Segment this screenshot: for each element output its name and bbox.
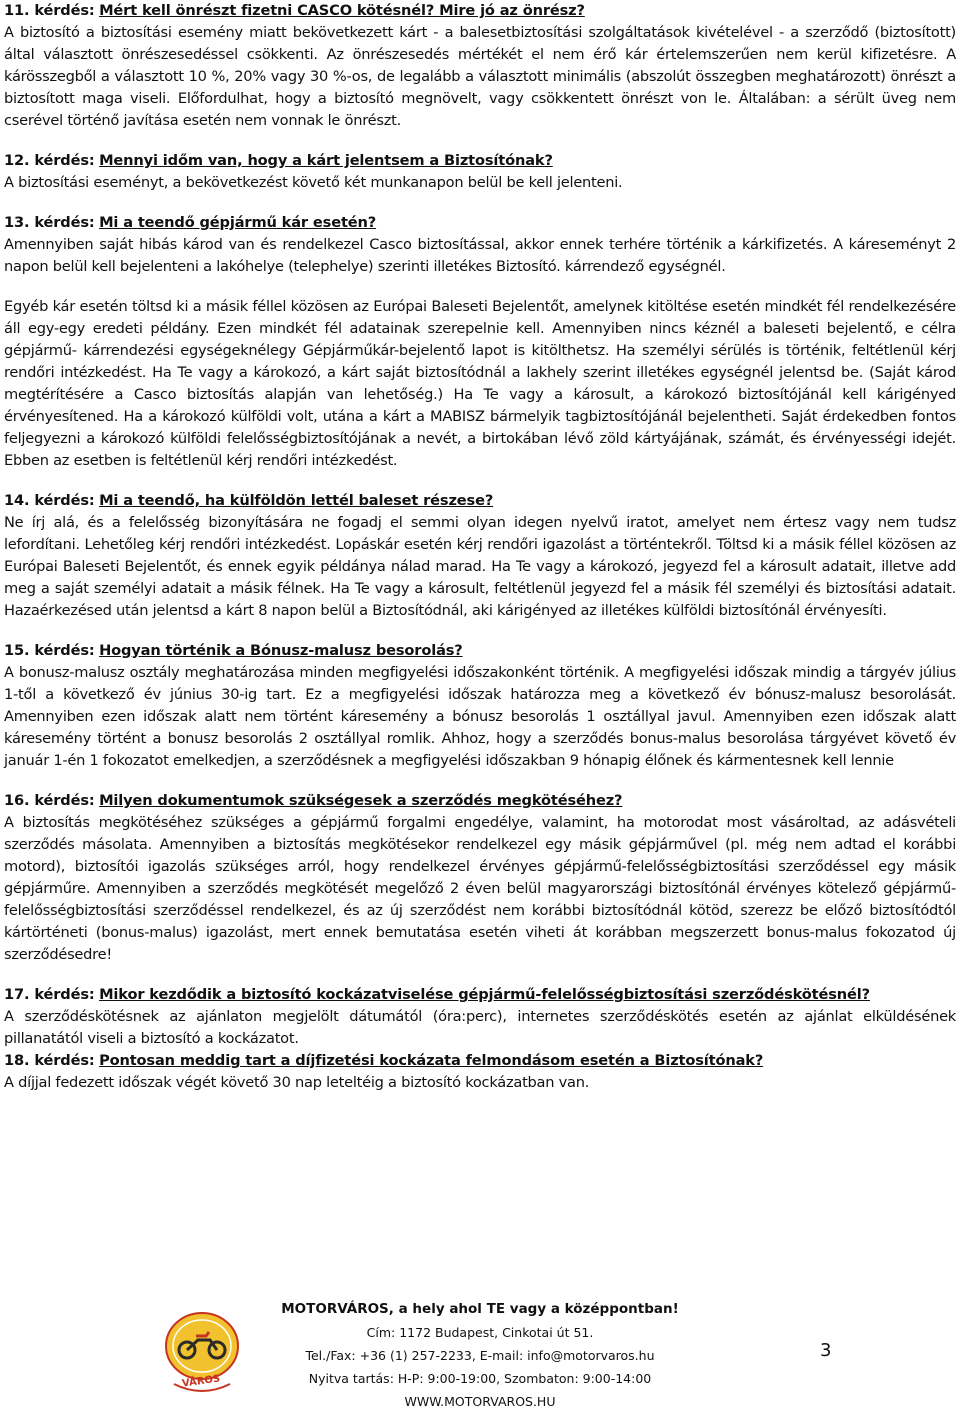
answer-paragraph: A biztosítás megkötéséhez szükséges a gépjármű forgalmi engedélye, valamint, ha motorodat most vásároltad, az adásvételi szerződés másolata. Amennyiben a biztosítás megkötésekor rendelkezel egy másik gépjárművel (pl. még nem adtad el korábbi motord), biztosítói igazolás szükséges arról, hogy rendelkezel érvényes gépjármű-felelősségbiztosítási szerződéssel egy másik gépjárműre. Amennyiben a szerződés megkötését megelőző 2 éven belül magyarországi biztosítónál érvényes kötelező gépjármű-felelősségbiztosítási szerződéssel rendelkezel, és az új szerződést nem korábbi biztosítódnál kötöd, szerezz be előző biztosítódtól kártörténeti (bonus-malus) igazolást, mert ennek bemutatása esetén viheti át korábban megszerzett bonus-malus fokozatod új szerződésedre!	[4, 814, 956, 963]
question-number: 13. kérdés:	[4, 214, 95, 231]
page-number: 3	[820, 1340, 832, 1361]
answer-paragraph: A biztosítási eseményt, a bekövetkezést követő két munkanapon belül be kell jelenteni.	[4, 174, 623, 191]
question-number: 15. kérdés:	[4, 642, 95, 659]
answer-paragraph: Amennyiben saját hibás károd van és rendelkezel Casco biztosítással, akkor ennek terhére történik a kárkifizetés. A káreseményt 2 napon belül kell bejelenteni a lakóhelye (telephelye) szerinti illetékes Biztosító. kárrendező egységnél.	[4, 236, 956, 275]
answer-paragraph: A biztosító a biztosítási esemény miatt bekövetkezett kárt - a balesetbiztosítási szolgáltatások kivételével - a szerződő (biztosított) által választott önrészesedéssel csökkenti. Az önrészesedés mértékét el nem érő kár értelemszerűen nem kerül kifizetésre. A kárösszegből a választott 10 %, 20% vagy 30 %-os, de legalább a választott minimális (abszolút összegben meghatározott) önrészt a biztosított maga viseli. Előfordulhat, hogy a biztosító megnövelt, vagy csökkentett önrészt von le. Általában: a sérült üveg nem cserével történő javítása esetén nem vonnak le önrészt.	[4, 24, 956, 129]
footer-address: Cím: 1172 Budapest, Cinkotai út 51.	[366, 1325, 594, 1340]
question-number: 12. kérdés:	[4, 152, 95, 169]
faq-section-12	[4, 150, 956, 194]
faq-section-15	[4, 640, 956, 772]
footer-contact	[240, 1298, 720, 1413]
question-number: 11. kérdés:	[4, 2, 95, 19]
footer-slogan: MOTORVÁROS, a hely ahol TE vagy a középpontban!	[281, 1301, 679, 1317]
question-title: Hogyan történik a Bónusz-malusz besorolás?	[99, 642, 463, 659]
question-heading	[4, 1050, 956, 1072]
question-heading	[4, 790, 956, 812]
faq-section-16	[4, 790, 956, 966]
footer-contact-line: Tel./Fax: +36 (1) 257-2233, E-mail: info@motorvaros.hu	[305, 1348, 655, 1363]
answer-paragraph: Egyéb kár esetén töltsd ki a másik féllel közösen az Európai Baleseti Bejelentőt, amelynek kitöltése esetén mindkét fél rendelkezésére áll egy-egy eredeti példány. Ezen mindkét fél adatainak szerepelnie kell. Amennyiben nincs kéznél a baleseti bejelentő, e célra gépjármű- kárrendezési egységeknélegy Gépjárműkár-bejelentő lapot is kitölthetsz. Ha személyi sérülés is történik, feltétlenül kérj rendőri intézkedést. Ha Te vagy a károkozó, a kárt saját biztosítódnál a lakhely szerint illetékes egységnél jelentsd be. (Saját károd megtérítésére a Casco biztosítás alapján van lehetőség.) Ha Te vagy a károsult, a károkozó biztosítójánál kell kárigényed érvényesítened. Ha a károkozó külföldi volt, utána a kárt a MABISZ bármelyik tagbiztosítójánál bejelentheti. Saját érdekedben fontos feljegyezni a károkozó külföldi felelősségbiztosítójának a nevét, a birtokában lévő zöld kártyájának, számát, és érvényességi idejét. Ebben az esetben is feltétlenül kérj rendőri intézkedést.	[4, 298, 956, 469]
faq-section-18	[4, 1050, 956, 1094]
question-number: 14. kérdés:	[4, 492, 95, 509]
faq-section-11	[4, 0, 956, 132]
question-number: 17. kérdés:	[4, 986, 95, 1003]
question-heading	[4, 0, 956, 22]
answer-paragraph: Ne írj alá, és a felelősség bizonyítására ne fogadj el semmi olyan idegen nyelvű iratot, amelyet nem értesz vagy nem tudsz lefordítani. Lehetőleg kérj rendőri intézkedést. Lopáskár esetén kérj rendőri igazolást a történtekről. Töltsd ki a másik féllel közösen az Európai Baleseti Bejelentőt, és ennek egyik példánya nálad marad. Ha Te vagy a károkozó, jegyezd fel a károsult adatait, illetve add meg a saját személyi adatait a másik félnek. Ha Te vagy a károsult, feltétlenül jegyezd fel a másik fél személyi és biztosítási adatait. Hazaérkezésed után jelentsd a kárt 8 napon belül a Biztosítódnál, aki kárigényed az illetékes külföldi biztosítónál érvényesíti.	[4, 514, 956, 619]
question-title: Mi a teendő, ha külföldön lettél baleset részese?	[99, 492, 494, 509]
footer-opening-hours: Nyitva tartás: H-P: 9:00-19:00, Szombaton: 9:00-14:00	[308, 1371, 652, 1386]
question-title: Mért kell önrészt fizetni CASCO kötésnél? Mire jó az önrész?	[99, 2, 585, 19]
motorvaros-logo	[160, 1306, 244, 1398]
question-title: Pontosan meddig tart a díjfizetési kockázata felmondásom esetén a Biztosítónak?	[99, 1052, 764, 1069]
question-heading	[4, 490, 956, 512]
question-heading	[4, 984, 956, 1006]
footer-website: WWW.MOTORVAROS.HU	[404, 1394, 556, 1409]
question-heading	[4, 150, 956, 172]
logo-text: VÁROS	[181, 1373, 221, 1390]
question-heading	[4, 640, 956, 662]
question-number: 18. kérdés:	[4, 1052, 95, 1069]
faq-section-14	[4, 490, 956, 622]
faq-section-17	[4, 984, 956, 1050]
faq-section-13	[4, 212, 956, 472]
question-title: Mikor kezdődik a biztosító kockázatviselése gépjármű-felelősségbiztosítási szerződéskötésnél?	[99, 986, 870, 1003]
question-heading	[4, 212, 956, 234]
question-title: Mi a teendő gépjármű kár esetén?	[99, 214, 377, 231]
question-number: 16. kérdés:	[4, 792, 95, 809]
question-title: Mennyi időm van, hogy a kárt jelentsem a Biztosítónak?	[99, 152, 553, 169]
answer-paragraph: A szerződéskötésnek az ajánlaton megjelölt dátumától (óra:perc), internetes szerződéskötés esetén az ajánlat elküldésének pillanatától viseli a biztosító a kockázatot.	[4, 1008, 956, 1047]
faq-content	[4, 0, 956, 1094]
answer-paragraph: A bonusz-malusz osztály meghatározása minden megfigyelési időszakonként történik. A megfigyelési időszak mindig a tárgyév július 1-től a következő év június 30-ig tart. Ez a megfigyelési időszak határozza meg a következő év bónusz-malusz besorolását. Amennyiben ezen időszak alatt nem történt káresemény a bónusz besorolás 1 osztállyal javul. Amennyiben ezen időszak alatt káresemény történt a bonusz besorolás 2 osztállyal romlik. Ahhoz, hogy a szerződés bonus-malus besorolása tárgyévet követő év január 1-én 1 fokozatot emelkedjen, a szerződésnek a megfigyelési időszakban 9 hónapig élőnek és kármentesnek kell lennie	[4, 664, 956, 769]
question-title: Milyen dokumentumok szükségesek a szerződés megkötéséhez?	[99, 792, 623, 809]
answer-paragraph: A díjjal fedezett időszak végét követő 30 nap leteltéig a biztosító kockázatban van.	[4, 1074, 590, 1091]
